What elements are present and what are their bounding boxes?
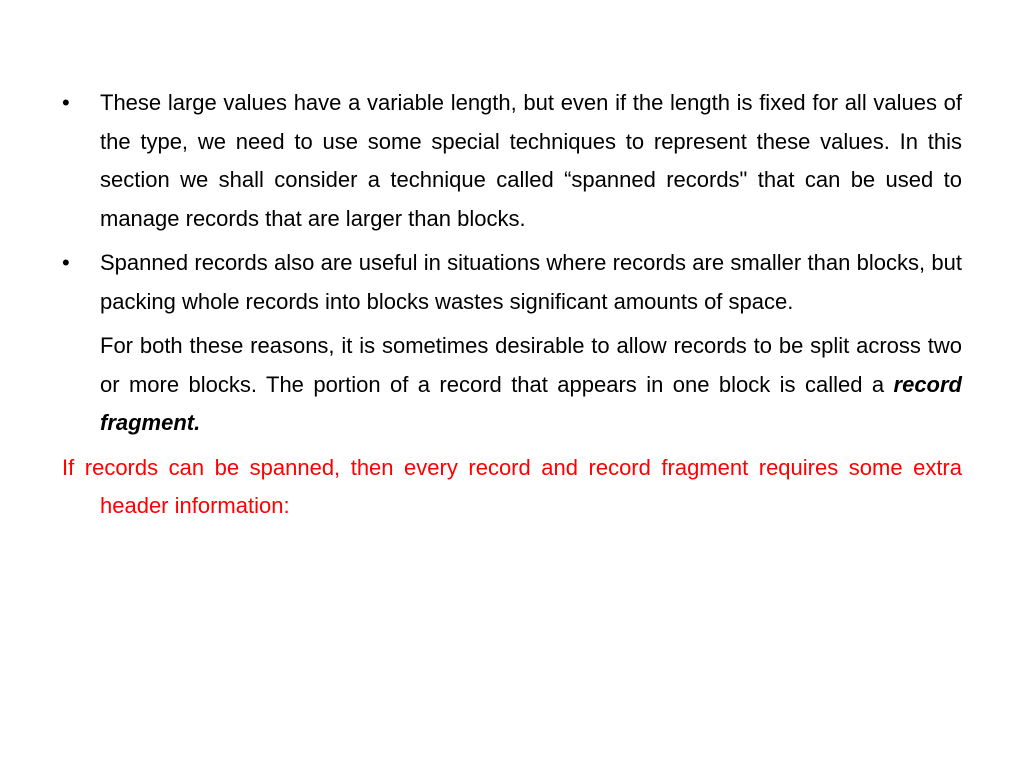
highlight-paragraph: If records can be spanned, then every record and record fragment requires some extra header information:	[62, 454, 962, 518]
bullet-item-spanned-records	[62, 244, 962, 321]
record-fragment-term: record fragment.	[100, 371, 962, 435]
bullet-icon: •	[62, 90, 70, 115]
bullet-icon: •	[62, 250, 70, 275]
continuation-paragraph	[62, 327, 962, 443]
slide-body	[62, 84, 962, 526]
bullet-text: These large values have a variable length, but even if the length is fixed for all values of the type, we need to use some special techniques to represent these values. In this section we shall consider a technique called “spanned records" that can be used to manage records that are larger than blocks.	[100, 90, 962, 231]
bullet-text: Spanned records also are useful in situations where records are smaller than blocks, but packing whole records into blocks wastes significant amounts of space.	[100, 250, 962, 314]
continuation-text: For both these reasons, it is sometimes desirable to allow records to be split across two or more blocks. The portion of a record that appears in one block is called a	[100, 333, 962, 397]
bullet-item-large-values	[62, 84, 962, 238]
